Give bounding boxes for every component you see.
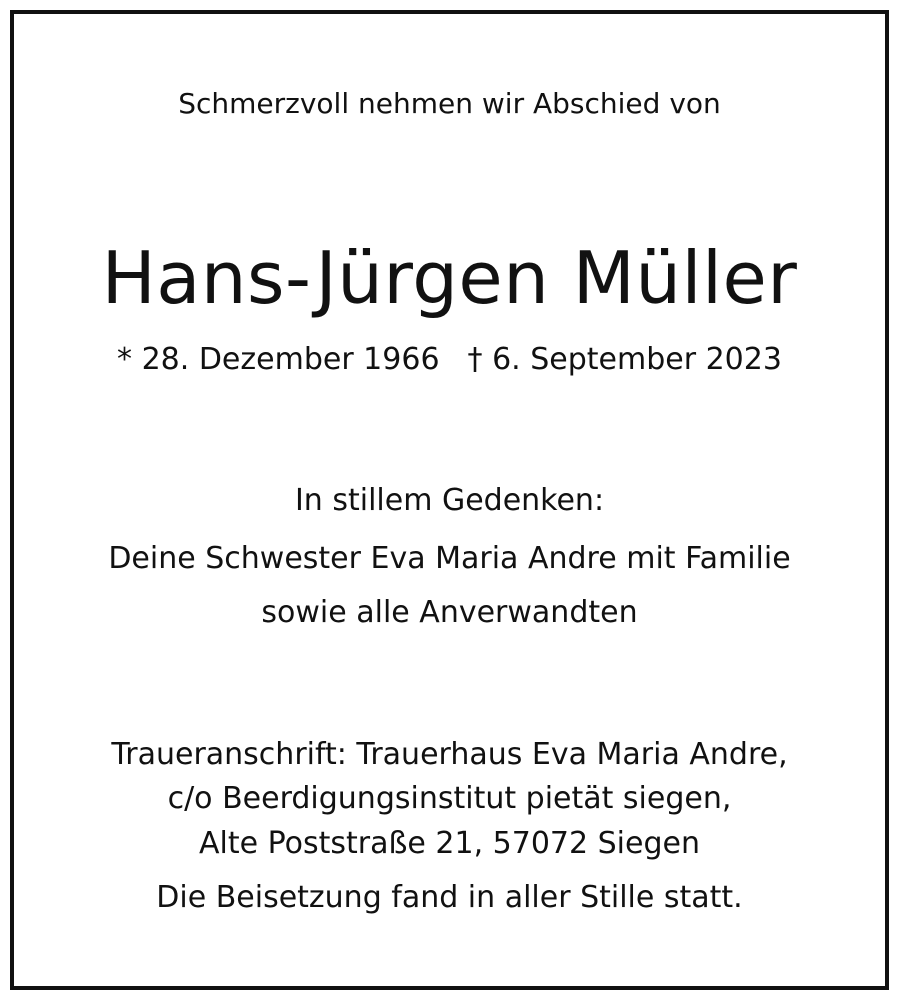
address-line: Traueranschrift: Trauerhaus Eva Maria Andre,	[111, 737, 788, 772]
life-dates	[14, 342, 885, 377]
death-date: † 6. September 2023	[467, 342, 782, 377]
mourners-line: Deine Schwester Eva Maria Andre mit Familie	[108, 541, 791, 576]
intro-text: Schmerzvoll nehmen wir Abschied von	[178, 87, 721, 120]
mourners-line: In stillem Gedenken:	[294, 483, 605, 518]
obituary-frame	[10, 10, 889, 990]
address-line: c/o Beerdigungsinstitut pietät siegen,	[167, 781, 732, 816]
address-line: Alte Poststraße 21, 57072 Siegen	[199, 826, 700, 861]
burial-note: Die Beisetzung fand in aller Stille statt.	[156, 880, 743, 915]
mourners-line: sowie alle Anverwandten	[261, 595, 638, 630]
birth-date: * 28. Dezember 1966	[117, 342, 440, 377]
deceased-name: Hans-Jürgen Müller	[101, 236, 798, 320]
